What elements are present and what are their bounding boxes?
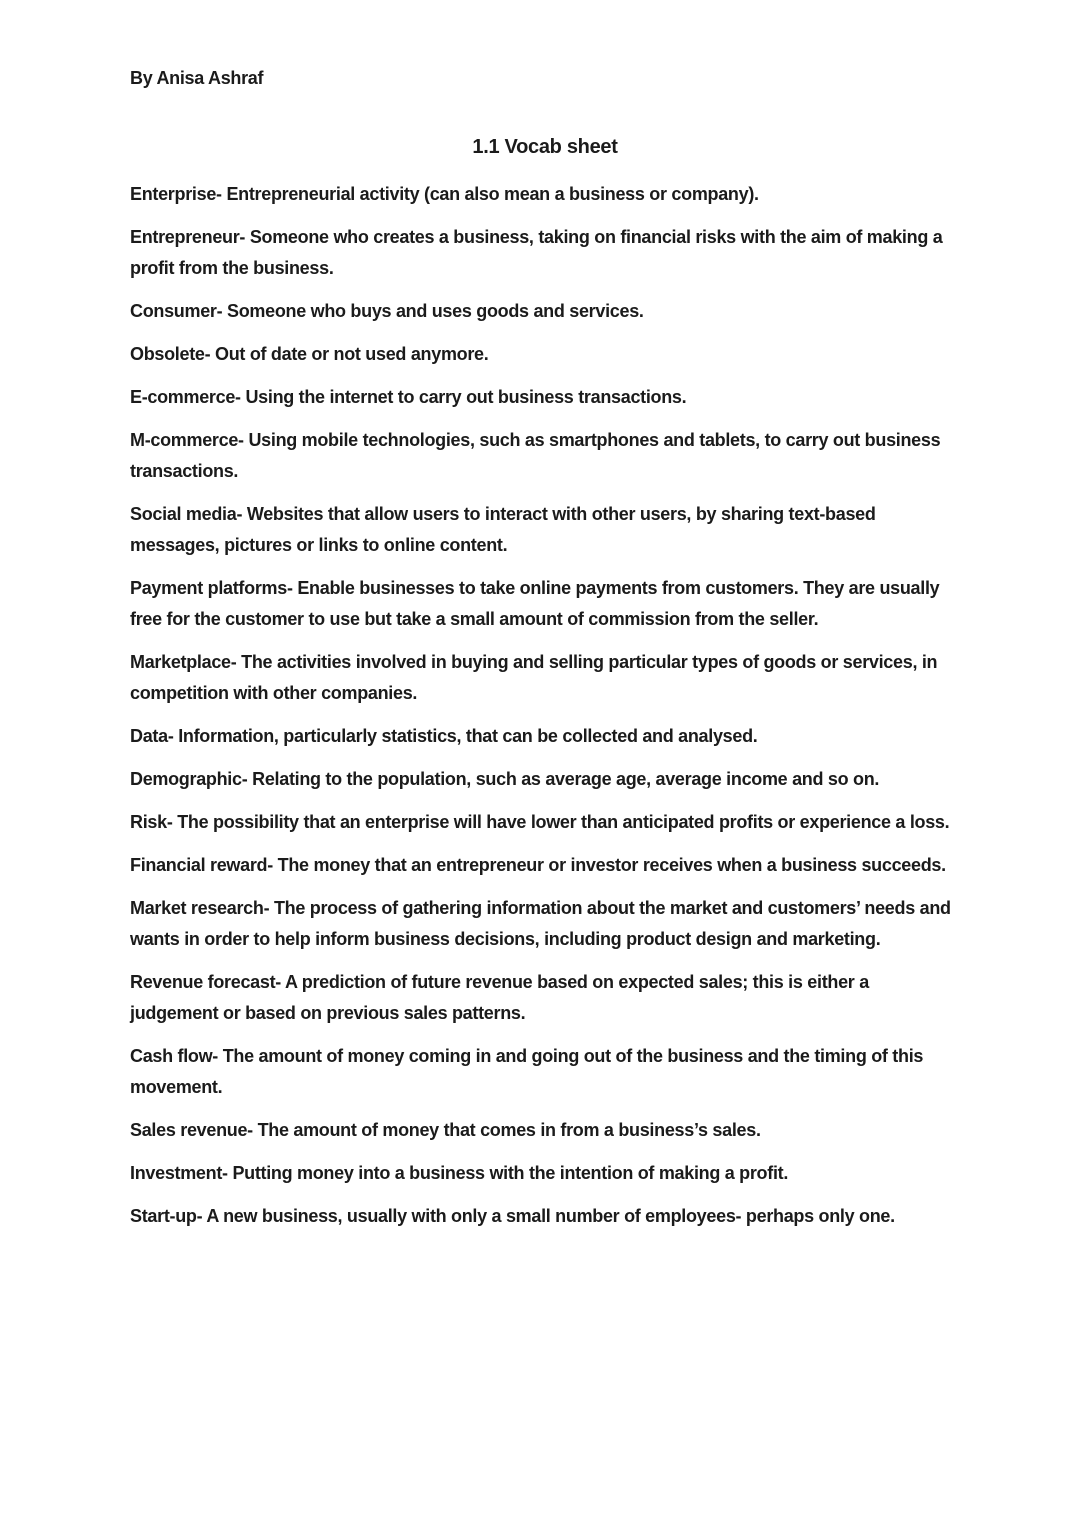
vocab-definition: The possibility that an enterprise will have lower than anticipated profits or experience a loss. xyxy=(177,812,950,832)
vocab-definition: Relating to the population, such as average age, average income and so on. xyxy=(252,769,880,789)
vocab-definition: Putting money into a business with the intention of making a profit. xyxy=(232,1163,789,1183)
vocab-entry xyxy=(130,499,960,561)
vocab-definition: Websites that allow users to interact with other users, by sharing text-based messages, pictures or links to online content. xyxy=(130,504,876,555)
vocab-entry xyxy=(130,850,960,881)
vocab-entry xyxy=(130,1041,960,1103)
vocab-entry xyxy=(130,647,960,709)
vocab-term: Consumer- xyxy=(130,301,223,321)
vocab-term: Obsolete- xyxy=(130,344,211,364)
vocab-definition: Using mobile technologies, such as smartphones and tablets, to carry out business transactions. xyxy=(130,430,941,481)
vocab-term: Demographic- xyxy=(130,769,248,789)
vocab-definition: Enable businesses to take online payments from customers. They are usually free for the customer to use but take a small amount of commission from the seller. xyxy=(130,578,940,629)
vocab-term: Risk- xyxy=(130,812,173,832)
vocab-definition: The money that an entrepreneur or investor receives when a business succeeds. xyxy=(277,855,946,875)
vocab-term: Cash flow- xyxy=(130,1046,219,1066)
vocab-term: Marketplace- xyxy=(130,652,237,672)
vocab-term: Enterprise- xyxy=(130,184,222,204)
vocab-term: Start-up- xyxy=(130,1206,203,1226)
vocab-list xyxy=(130,179,960,1232)
page-title: 1.1 Vocab sheet xyxy=(472,136,618,158)
vocab-definition: The amount of money coming in and going out of the business and the timing of this movement. xyxy=(130,1046,924,1097)
vocab-term: Data- xyxy=(130,726,174,746)
vocab-definition: The amount of money that comes in from a business’s sales. xyxy=(257,1120,761,1140)
vocab-term: Revenue forecast- xyxy=(130,972,281,992)
vocab-term: E-commerce- xyxy=(130,387,241,407)
vocab-term: Entrepreneur- xyxy=(130,227,246,247)
vocab-entry xyxy=(130,721,960,752)
vocab-entry xyxy=(130,1201,960,1232)
vocab-definition: Using the internet to carry out business transactions. xyxy=(245,387,687,407)
vocab-term: Payment platforms- xyxy=(130,578,293,598)
vocab-term: M-commerce- xyxy=(130,430,244,450)
vocab-entry xyxy=(130,893,960,955)
vocab-term: Financial reward- xyxy=(130,855,273,875)
vocab-entry xyxy=(130,296,960,327)
vocab-definition: Someone who buys and uses goods and services. xyxy=(227,301,644,321)
vocab-entry xyxy=(130,382,960,413)
vocab-entry xyxy=(130,1158,960,1189)
vocab-term: Social media- xyxy=(130,504,243,524)
vocab-entry xyxy=(130,1115,960,1146)
vocab-entry xyxy=(130,179,960,210)
vocab-definition: Entrepreneurial activity (can also mean a business or company). xyxy=(226,184,759,204)
vocab-definition: A new business, usually with only a small number of employees- perhaps only one. xyxy=(206,1206,895,1226)
vocab-entry xyxy=(130,339,960,370)
vocab-definition: The activities involved in buying and selling particular types of goods or services, in competition with other companies. xyxy=(130,652,938,703)
vocab-definition: Someone who creates a business, taking on financial risks with the aim of making a profit from the business. xyxy=(130,227,943,278)
vocab-definition: Out of date or not used anymore. xyxy=(215,344,489,364)
vocab-entry xyxy=(130,967,960,1029)
author-line: By Anisa Ashraf xyxy=(130,68,264,88)
vocab-term: Sales revenue- xyxy=(130,1120,253,1140)
vocab-term: Market research- xyxy=(130,898,270,918)
vocab-entry xyxy=(130,764,960,795)
vocab-entry xyxy=(130,222,960,284)
vocab-definition: Information, particularly statistics, that can be collected and analysed. xyxy=(178,726,758,746)
vocab-definition: The process of gathering information about the market and customers’ needs and wants in order to help inform business decisions, including product design and marketing. xyxy=(130,898,951,949)
vocab-term: Investment- xyxy=(130,1163,228,1183)
vocab-entry xyxy=(130,807,960,838)
vocab-entry xyxy=(130,573,960,635)
vocab-definition: A prediction of future revenue based on expected sales; this is either a judgement or based on previous sales patterns. xyxy=(130,972,869,1023)
vocab-entry xyxy=(130,425,960,487)
